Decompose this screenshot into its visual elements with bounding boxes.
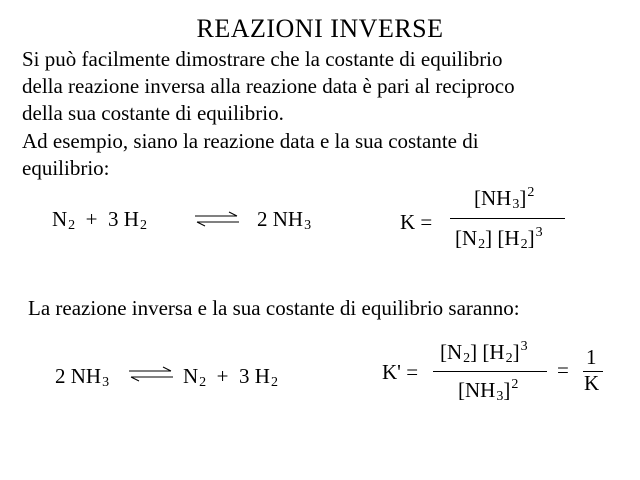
forward-k-label: K = — [400, 210, 433, 234]
reverse-equilibrium-arrow-icon — [129, 366, 173, 382]
forward-reactant-2: 3 H2 — [108, 207, 147, 233]
forward-equilibrium-arrow-icon — [195, 211, 239, 227]
forward-equation — [52, 207, 147, 232]
intro-line: della sua costante di equilibrio. — [22, 101, 284, 126]
forward-k-numerator: $[NH3]^2$ — [474, 185, 535, 212]
reverse-reactant: 2 NH3 — [55, 364, 110, 390]
intro-paragraph — [22, 46, 515, 182]
reverse-product-1: N2 — [183, 364, 207, 390]
intro-line: della reazione inversa alla reazione data è pari al reciproco — [22, 74, 515, 99]
page-title: REAZIONI INVERSE — [196, 14, 444, 43]
intro-line: equilibrio: — [22, 155, 110, 180]
reverse-k-label: K' = — [382, 360, 419, 384]
transition-text: La reazione inversa e la sua costante di equilibrio saranno: — [28, 296, 520, 320]
reverse-products — [183, 364, 278, 389]
reverse-plus: + — [216, 364, 229, 388]
reverse-equals: = — [557, 358, 569, 382]
reciprocal-denominator: K — [584, 371, 600, 395]
reverse-k-numerator: [N2] $[H2]^3$ — [440, 339, 528, 366]
forward-product: 2 NH3 — [257, 207, 312, 233]
reverse-k-denominator: $[NH3]^2$ — [458, 377, 519, 404]
forward-plus: + — [85, 207, 98, 231]
forward-reactant-1: N2 — [52, 207, 76, 233]
intro-line: Si può facilmente dimostrare che la costante di equilibrio — [22, 47, 503, 71]
reciprocal-numerator: 1 — [586, 345, 597, 369]
forward-fraction-bar — [450, 218, 565, 219]
intro-line: Ad esempio, siano la reazione data e la sua costante di — [22, 128, 479, 153]
reverse-product-2: 3 H2 — [239, 364, 278, 390]
forward-k-denominator: [N2] $[H2]^3$ — [455, 225, 543, 252]
reverse-fraction-bar — [433, 371, 547, 372]
